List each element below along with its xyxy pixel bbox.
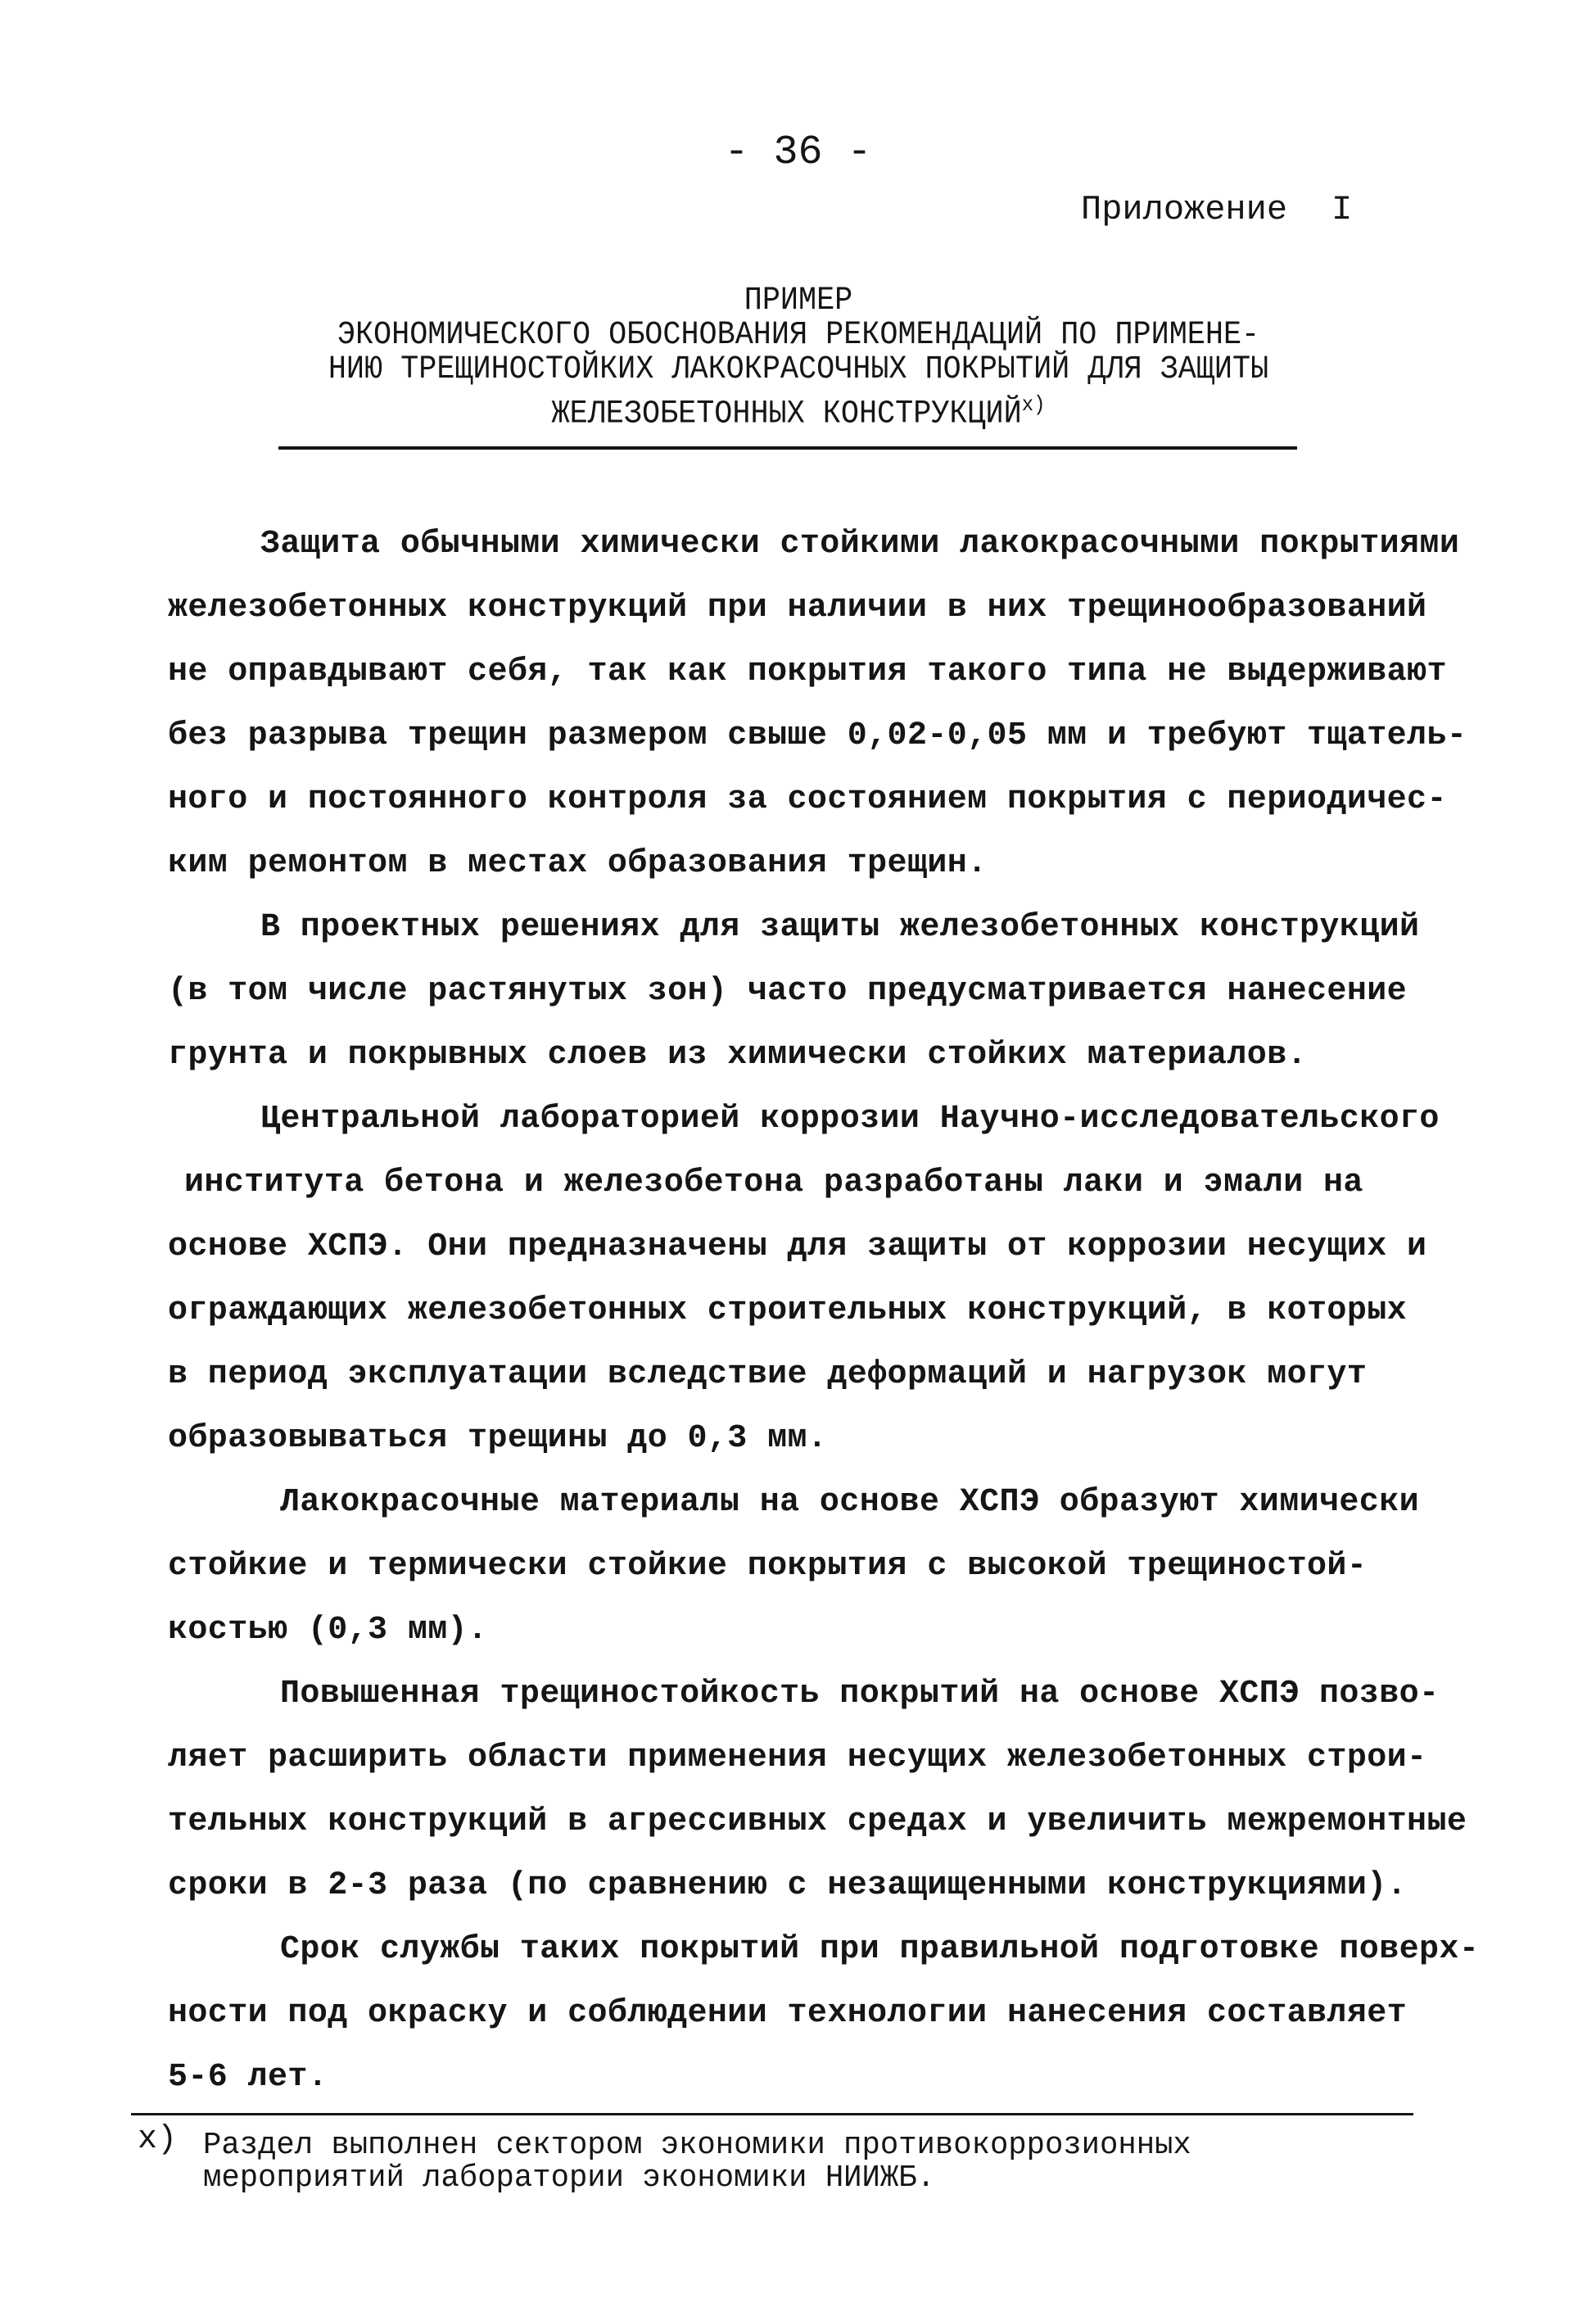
document-title <box>313 284 1285 432</box>
paragraph-line: без разрыва трещин размером свыше 0,02-0,05 мм и требуют тщатель- <box>168 717 1467 754</box>
paragraph-line: костью (0,3 мм). <box>168 1612 488 1649</box>
page-number: - 36 - <box>724 129 872 176</box>
paragraph-line: тельных конструкций в агрессивных средах и увеличить межремонтные <box>168 1803 1467 1840</box>
paragraph-line: ограждающих железобетонных строительных конструкций, в которых <box>168 1292 1408 1329</box>
paragraph-line: основе ХСПЭ. Они предназначены для защиты от коррозии несущих и <box>168 1228 1427 1265</box>
paragraph-line: Повышенная трещиностойкость покрытий на основе ХСПЭ позво- <box>280 1676 1440 1712</box>
paragraph-line: ким ремонтом в местах образования трещин. <box>168 845 988 882</box>
appendix-label <box>1081 190 1352 229</box>
appendix-label-text: Приложение <box>1081 190 1288 229</box>
appendix-number: I <box>1332 190 1353 229</box>
paragraph-line: Защита обычными химически стойкими лакокрасочными покрытиями <box>260 526 1460 563</box>
paragraph-line: в период эксплуатации вследствие деформаций и нагрузок могут <box>168 1356 1368 1393</box>
paragraph-line: Центральной лабораторией коррозии Научно-исследовательского <box>260 1101 1440 1138</box>
title-footnote-marker: х) <box>1021 392 1046 417</box>
footnote-text <box>203 2129 1191 2195</box>
paragraph-line: образовываться трещины до 0,3 мм. <box>168 1420 828 1457</box>
paragraph-line: института бетона и железобетона разработаны лаки и эмали на <box>184 1165 1363 1201</box>
paragraph-line: не оправдывают себя, так как покрытия такого типа не выдерживают <box>168 654 1447 690</box>
footnote-marker: х) <box>138 2121 178 2158</box>
title-line: ПРИМЕР <box>744 283 853 319</box>
paragraph-line: стойкие и термически стойкие покрытия с высокой трещиностой- <box>168 1548 1368 1585</box>
paragraph-line: Лакокрасочные материалы на основе ХСПЭ образуют химически <box>280 1484 1420 1521</box>
paragraph-line: сроки в 2-3 раза (по сравнению с незащищенными конструкциями). <box>168 1867 1408 1904</box>
paragraph-line: железобетонных конструкций при наличии в них трещинообразований <box>168 590 1427 627</box>
footnote-separator <box>131 2113 1413 2115</box>
paragraph-line: ности под окраску и соблюдении технологии нанесения составляет <box>168 1995 1408 2032</box>
title-line: НИЮ ТРЕЩИНОСТОЙКИХ ЛАКОКРАСОЧНЫХ ПОКРЫТИЙ ДЛЯ ЗАЩИТЫ <box>328 351 1269 388</box>
title-line <box>313 387 1285 432</box>
footnote-line: Раздел выполнен сектором экономики противокоррозионных <box>203 2128 1191 2163</box>
title-underline <box>278 446 1297 450</box>
paragraph-line: (в том числе растянутых зон) часто предусматривается нанесение <box>168 973 1408 1010</box>
paragraph-line: грунта и покрывных слоев из химически стойких материалов. <box>168 1037 1308 1074</box>
paragraph-line: ного и постоянного контроля за состоянием покрытия с периодичес- <box>168 781 1447 818</box>
paragraph-line: 5-6 лет. <box>168 2059 328 2096</box>
paragraph-line: Срок службы таких покрытий при правильной подготовке поверх- <box>280 1931 1480 1968</box>
paragraph-line: ляет расширить области применения несущих железобетонных строи- <box>168 1740 1427 1776</box>
title-line: ЭКОНОМИЧЕСКОГО ОБОСНОВАНИЯ РЕКОМЕНДАЦИЙ ПО ПРИМЕНЕ- <box>337 317 1260 354</box>
title-line-text: ЖЕЛЕЗОБЕТОННЫХ КОНСТРУКЦИЙ <box>551 396 1022 433</box>
footnote-line: мероприятий лаборатории экономики НИИЖБ. <box>203 2160 935 2196</box>
paragraph-line: В проектных решениях для защиты железобетонных конструкций <box>260 909 1420 946</box>
